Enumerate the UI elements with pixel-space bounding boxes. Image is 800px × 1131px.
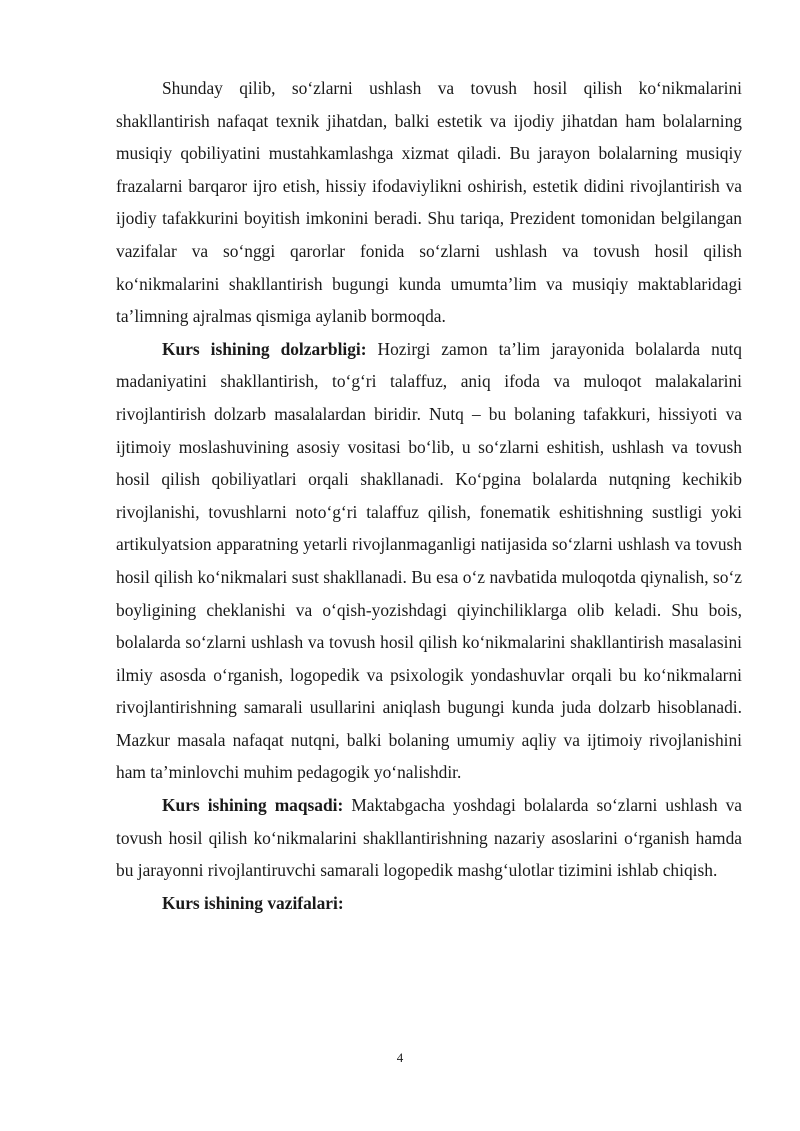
paragraph-tasks bbox=[116, 887, 742, 920]
paragraph-text: Shunday qilib, so‘zlarni ushlash va tovush hosil qilish ko‘nikmalarini shakllantirish nafaqat texnik jihatdan, balki estetik va ijodiy jihatdan ham bolalarning musiqiy qobiliyatini mustahkamlashga xizmat qiladi. Bu jarayon bolalarning musiqiy frazalarni barqaror ijro etish, hissiy ifodaviylikni oshirish, estetik didini rivojlantirish va ijodiy tafakkurini boyitish imkonini beradi. Shu tariqa, Prezident tomonidan belgilangan vazifalar va so‘nggi qarorlar fonida so‘zlarni ushlash va tovush hosil qilish ko‘nikmalarini shakllantirish bugungi kunda umumta’lim va musiqiy maktablaridagi ta’limning ajralmas qismiga aylanib bormoqda. bbox=[116, 78, 742, 327]
paragraph-text: Maktabgacha yoshdagi bolalarda so‘zlarni ushlash va tovush hosil qilish ko‘nikmalarini shakllantirishning nazariy asoslarini o‘rganish hamda bu jarayonni rivojlantiruvchi samarali logopedik mashg‘ulotlar tizimini ishlab chiqish. bbox=[116, 795, 742, 881]
paragraph-goal bbox=[116, 789, 742, 887]
paragraph-text: Hozirgi zamon ta’lim jarayonida bolalarda nutq madaniyatini shakllantirish, to‘g‘ri talaffuz, aniq ifoda va muloqot malakalarini rivojlantirish dolzarb masalalardan biridir. Nutq – bu bolaning tafakkuri, hissiyoti va ijtimoiy moslashuvining asosiy vositasi bo‘lib, u so‘zlarni eshitish, ushlash va tovush hosil qilish qobiliyatlari orqali shakllanadi. Ko‘pgina bolalarda nutqning kechikib rivojlanishi, tovushlarni noto‘g‘ri talaffuz qilish, fonematik eshitishning sustligi yoki artikulyatsion apparatning yetarli rivojlanmaganligi natijasida so‘zlarni ushlash va tovush hosil qilish ko‘nikmalari sust shakllanadi. Bu esa o‘z navbatida muloqotda qiynalish, so‘z boyligining cheklanishi va o‘qish-yozishdagi qiyinchiliklarga olib keladi. Shu bois, bolalarda so‘zlarni ushlash va tovush hosil qilish ko‘nikmalarini shakllantirish masalasini ilmiy asosda o‘rganish, logopedik va psixologik yondashuvlar orqali bu ko‘nikmalarni rivojlantirishning samarali usullarini aniqlash bugungi kunda juda dolzarb hisoblanadi. Mazkur masala nafaqat nutqni, balki bolaning umumiy aqliy va ijtimoiy rivojlanishini ham ta’minlovchi muhim pedagogik yo‘nalishdir. bbox=[116, 338, 742, 783]
tasks-heading: Kurs ishining vazifalari: bbox=[162, 892, 344, 913]
document-body bbox=[116, 72, 742, 919]
paragraph-conclusion bbox=[116, 72, 742, 333]
relevance-heading: Kurs ishining dolzarbligi: bbox=[162, 338, 367, 359]
page-number: 4 bbox=[396, 1050, 404, 1065]
goal-heading: Kurs ishining maqsadi: bbox=[162, 795, 344, 816]
paragraph-relevance bbox=[116, 333, 742, 789]
